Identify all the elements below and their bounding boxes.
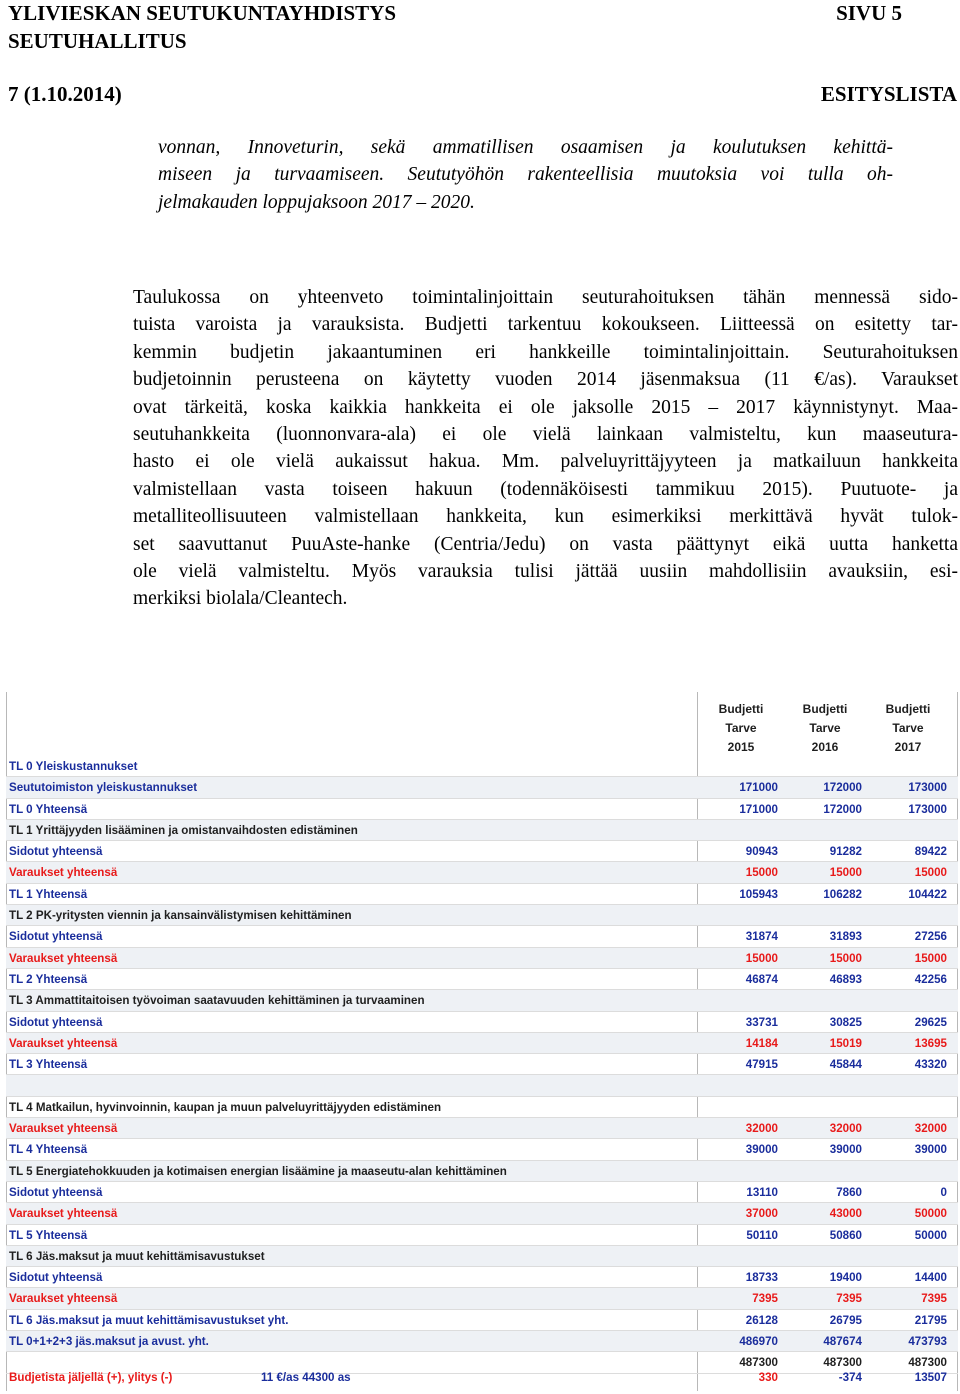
text-line: ovat tärkeitä, koska kaikkia hankkeita ei ole jaksolle 2015 – 2017 käynnistynyt. Maa- [133,396,958,418]
board-name: SEUTUHALLITUS [8,29,187,53]
value-cell: 13695 [914,1036,947,1050]
value-cell: 30825 [829,1015,862,1029]
row-label: Sidotut yhteensä [9,845,103,859]
value-cell: 7395 [836,1292,862,1306]
text-line: miseen ja turvaamiseen. Seututyöhön rakenteellisia muutoksia voi tulla oh- [158,164,893,186]
row-label: TL 0 Yleiskustannukset [9,760,138,773]
value-cell: 106282 [823,887,862,901]
value-cell: 50000 [914,1207,947,1221]
row-label: TL 6 Jäs.maksut ja muut kehittämisavustukset yht. [9,1313,289,1327]
page-number: SIVU 5 [836,1,902,25]
table-row [6,884,958,905]
value-cell: 14184 [745,1036,778,1050]
value-cell: 90943 [745,845,778,859]
column-header-line: 2015 [727,740,755,754]
row-label: Varaukset yhteensä [9,1207,118,1221]
value-cell: 39000 [829,1143,862,1157]
value-cell: 26795 [829,1313,862,1327]
text-line: seutuhankkeita (luonnonvara-ala) ei ole vielä lainkaan valmisteltu, kun maaseutura- [133,424,958,446]
value-cell: 18733 [745,1271,778,1285]
value-cell: 32000 [745,1122,778,1136]
value-cell: 7395 [921,1292,947,1306]
value-cell: 173000 [908,802,947,816]
value-cell: 15000 [829,951,862,965]
table-row [6,1288,958,1309]
remaining-2017: 13507 [914,1371,947,1384]
row-label: TL 1 Yrittäjyyden lisääminen ja omistanvaihdosten edistäminen [9,823,358,837]
table-row [6,969,958,990]
row-label: Varaukset yhteensä [9,866,118,880]
value-cell: 50860 [829,1228,862,1242]
table-row [6,1054,958,1075]
row-label: Varaukset yhteensä [9,1292,118,1306]
row-label: TL 2 Yhteensä [9,972,88,986]
value-cell: 173000 [908,781,947,795]
value-cell: 39000 [914,1143,947,1157]
table-row [6,1203,958,1224]
value-cell: 21795 [914,1313,947,1327]
row-label: Sidotut yhteensä [9,1271,103,1285]
table-row [6,1267,958,1288]
row-label: Sidotut yhteensä [9,930,103,944]
column-header-2015 [701,700,781,757]
text-line: set saavuttanut PuuAste-hanke (Centria/Jedu) on vasta päättynyt eikä uutta hanketta [133,533,958,555]
value-cell: 45844 [829,1058,862,1072]
column-header-2017 [868,700,948,757]
row-label: Sidotut yhteensä [9,1015,103,1029]
table-row [6,990,958,1011]
text-line: vonnan, Innoveturin, sekä ammatillisen osaamisen ja koulutuksen kehittä- [158,137,893,158]
value-cell: 15000 [745,866,778,880]
value-cell: 487300 [739,1356,778,1370]
column-header-line: Budjetti [718,702,764,716]
table-row [6,1075,958,1096]
value-cell: 39000 [745,1143,778,1157]
table-row [6,1310,958,1331]
value-cell: 29625 [914,1015,947,1029]
table-row [6,905,958,926]
value-cell: 104422 [908,887,947,901]
row-label: TL 3 Yhteensä [9,1058,88,1072]
row-label: TL 3 Ammattitaitoisen työvoiman saatavuuden kehittäminen ja turvaaminen [9,994,425,1008]
table-row [6,1118,958,1139]
value-cell: 32000 [914,1122,947,1136]
table-row [6,756,958,777]
document-type: ESITYSLISTA [820,82,957,106]
value-cell: 47915 [745,1058,778,1072]
value-cell: 171000 [739,802,778,816]
remaining-2016: -374 [838,1371,862,1384]
org-name: YLIVIESKAN SEUTUKUNTAYHDISTYS [8,1,397,25]
text-line: ole vielä valmisteltu. Myös varauksia tulisi jättää uusiin mahdollisiin avauksiin, esi- [133,561,958,583]
row-label: Varaukset yhteensä [9,1036,118,1050]
remaining-budget-label: Budjetista jäljellä (+), ylitys (-) [9,1371,173,1384]
text-line: metalliteollisuuteen valmistellaan hankkeita, kun esimerkiksi merkittävä hyvät tulok- [133,506,958,528]
value-cell: 14400 [914,1271,947,1285]
row-label: Seututoimiston yleiskustannukset [9,781,198,795]
value-cell: 171000 [739,781,778,795]
value-cell: 89422 [914,845,947,859]
value-cell: 43000 [829,1207,862,1221]
value-cell: 37000 [745,1207,778,1221]
column-header-line: Tarve [892,721,924,735]
value-cell: 487674 [823,1335,862,1349]
value-cell: 19400 [829,1271,862,1285]
value-cell: 0 [940,1185,947,1199]
budget-rows [6,756,958,1374]
text-line: merkiksi biolala/Cleantech. [133,588,348,610]
value-cell: 31893 [829,930,862,944]
table-row [6,1161,958,1182]
text-line: tuista varoista ja varauksista. Budjetti tarkentuu kokoukseen. Liitteessä on esitetty tar- [133,314,958,336]
value-cell: 46874 [745,972,778,986]
column-header-line: Tarve [725,721,757,735]
table-row [6,1246,958,1267]
main-paragraph [133,284,958,613]
table-row [6,862,958,883]
table-row [6,1033,958,1054]
text-line: valmistellaan vasta toiseen hakuun (todennäköisesti tammikuu 2015). Puutuote- ja [133,478,958,500]
value-cell: 33731 [745,1015,778,1029]
text-line: budjetoinnin perusteena on käytetty vuoden 2014 jäsenmaksua (11 €/as). Varaukset [133,369,958,391]
row-label: Varaukset yhteensä [9,951,118,965]
value-cell: 26128 [745,1313,778,1327]
table-row [6,948,958,969]
value-cell: 31874 [745,930,778,944]
column-header-2016 [785,700,865,757]
column-header-line: Budjetti [802,702,848,716]
value-cell: 50000 [914,1228,947,1242]
column-header-line: Tarve [809,721,841,735]
row-label: TL 5 Energiatehokkuuden ja kotimaisen energian lisäämine ja maaseutu-alan kehittäminen [9,1164,507,1178]
text-line: kemmin budjetin jakaantuminen eri hankkeille toimintalinjoittain. Seuturahoituksen [133,341,958,363]
remaining-2015: 330 [758,1371,778,1384]
row-label: TL 0 Yhteensä [9,802,88,816]
value-cell: 46893 [829,972,862,986]
column-header-line: Budjetti [885,702,931,716]
meeting-number: 7 (1.10.2014) [8,82,122,106]
value-cell: 172000 [823,802,862,816]
row-label: TL 4 Matkailun, hyvinvoinnin, kaupan ja muun palveluyrittäjyyden edistäminen [9,1100,442,1114]
value-cell: 7395 [752,1292,778,1306]
row-label: Varaukset yhteensä [9,1122,118,1136]
row-label: TL 4 Yhteensä [9,1143,88,1157]
text-line: Taulukossa on yhteenveto toimintalinjoittain seuturahoituksen tähän mennessä sido- [133,287,958,308]
row-label: TL 2 PK-yritysten viennin ja kansainvälistymisen kehittäminen [9,909,352,923]
intro-paragraph [158,134,893,216]
text-line: hasto ei ole vielä aukaissut hakua. Mm. palveluyrittäjyyteen ja matkailuun hankkeita [133,451,958,473]
value-cell: 32000 [829,1122,862,1136]
value-cell: 172000 [823,781,862,795]
budget-footer-row [6,1363,958,1389]
value-cell: 43320 [914,1058,947,1072]
value-cell: 15000 [914,866,947,880]
value-cell: 486970 [739,1335,778,1349]
membership-fee-note: 11 €/as 44300 as [261,1371,351,1384]
value-cell: 42256 [914,972,947,986]
row-label: Sidotut yhteensä [9,1185,103,1199]
value-cell: 487300 [908,1356,947,1370]
table-row [6,777,958,798]
value-cell: 50110 [746,1228,778,1242]
table-row [6,1012,958,1033]
column-header-line: 2017 [894,740,922,754]
value-cell: 13110 [746,1185,778,1199]
value-cell: 91282 [829,845,862,859]
value-cell: 15000 [829,866,862,880]
value-cell: 15000 [745,951,778,965]
table-row [6,1225,958,1246]
column-header-line: 2016 [811,740,839,754]
value-cell: 7860 [836,1185,862,1199]
table-row [6,799,958,820]
row-label: TL 0+1+2+3 jäs.maksut ja avust. yht. [9,1335,209,1349]
value-cell: 473793 [908,1335,947,1349]
row-label: TL 1 Yhteensä [9,887,88,901]
table-row [6,1097,958,1118]
value-cell: 27256 [914,930,947,944]
value-cell: 487300 [823,1356,862,1370]
value-cell: 15019 [829,1036,862,1050]
value-cell: 105943 [739,887,778,901]
row-label: TL 6 Jäs.maksut ja muut kehittämisavustukset [9,1249,265,1263]
text-line: jelmakauden loppujaksoon 2017 – 2020. [158,191,475,213]
table-row [6,1331,958,1352]
budget-table [6,692,958,1391]
table-row [6,1139,958,1160]
table-row [6,926,958,947]
table-row [6,841,958,862]
row-label: TL 5 Yhteensä [9,1228,88,1242]
table-row [6,820,958,841]
table-row [6,1182,958,1203]
value-cell: 15000 [914,951,947,965]
